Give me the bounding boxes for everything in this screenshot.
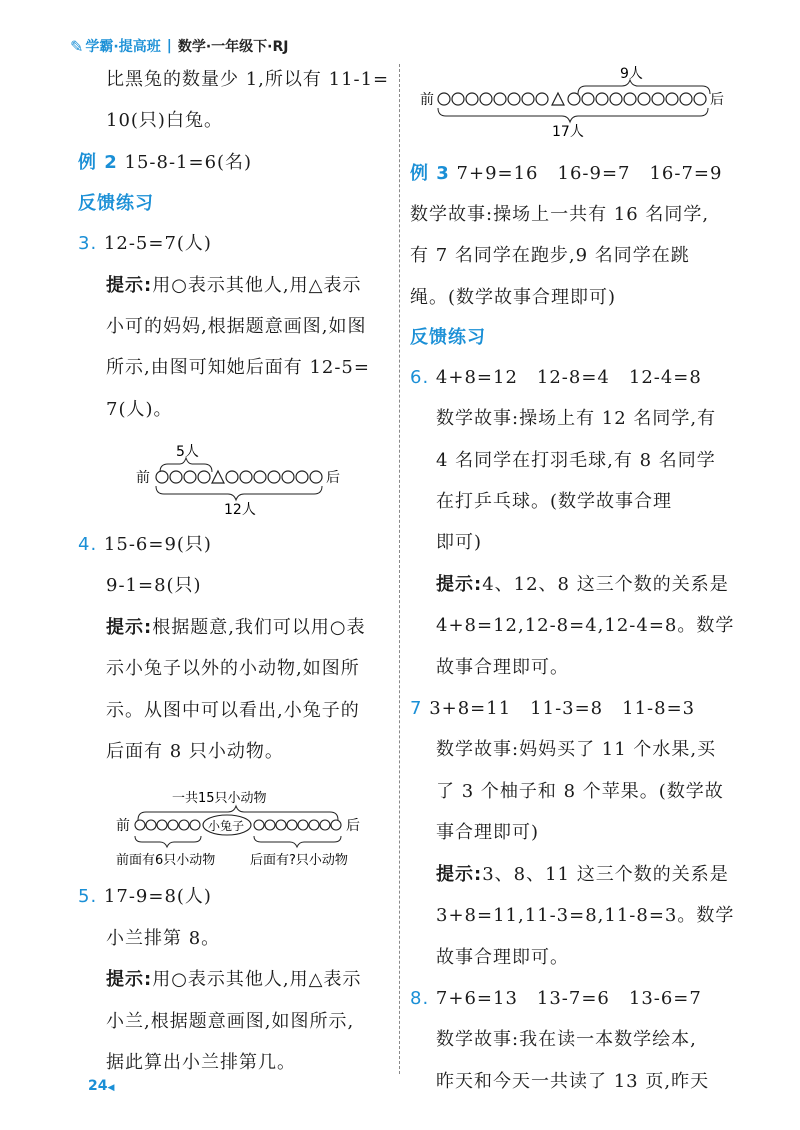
question-4 (78, 533, 212, 557)
diagram-bottom-label: 17人 (552, 124, 584, 140)
hint-line (436, 573, 729, 597)
person-circle (240, 471, 252, 483)
person-circle (680, 93, 692, 105)
story-line: 有 7 名同学在跑步,9 名同学在跳 (410, 245, 690, 266)
story-line: 数学故事:操场上一共有 16 名同学, (410, 204, 710, 225)
diagram-front-label: 前 (420, 92, 434, 108)
person-circle (508, 93, 520, 105)
header-subject: 数学·一年级下·RJ (177, 39, 289, 55)
question-number: 7 (410, 698, 423, 719)
animal-circle (265, 820, 275, 830)
example-label: 例 2 (78, 152, 118, 173)
hint-text: 用○表示其他人,用△表示 (152, 275, 362, 296)
brand-logo-icon: ✎ (70, 36, 84, 56)
person-circle (596, 93, 608, 105)
diagram-bottom-label: 12人 (224, 502, 256, 516)
text-line: 比黑兔的数量少 1,所以有 11-1= (106, 69, 390, 90)
question-7 (410, 697, 695, 721)
diagram-animals-15 (116, 786, 386, 872)
person-circle (638, 93, 650, 105)
question-answer: 4+8=12 12-8=4 12-4=8 (435, 367, 702, 388)
question-number: 4. (78, 534, 98, 555)
question-number: 3. (78, 233, 98, 254)
diagram-queue-12 (136, 440, 366, 520)
hint-line (106, 274, 361, 298)
diagram-queue-17 (420, 62, 730, 144)
hint-text: 4、12、8 这三个数的关系是 (482, 574, 729, 595)
person-circle (610, 93, 622, 105)
animal-circle (135, 820, 145, 830)
animal-circle (146, 820, 156, 830)
diagram-bottom-left-label: 前面有6只小动物 (116, 853, 216, 868)
question-answer: 17-9=8(人) (103, 886, 212, 907)
hint-line: 据此算出小兰排第几。 (106, 1052, 296, 1073)
animal-circle (157, 820, 167, 830)
brand-name: 学霸·提高班 (85, 39, 161, 55)
person-circle (184, 471, 196, 483)
page-arrow-icon: ◀ (107, 1083, 115, 1093)
question-8 (410, 987, 702, 1011)
story-line: 绳。(数学故事合理即可) (410, 287, 617, 308)
example-label: 例 3 (410, 163, 450, 184)
hint-line (436, 863, 729, 887)
animal-circle (276, 820, 286, 830)
person-circle (652, 93, 664, 105)
story-line: 事合理即可) (436, 822, 540, 843)
person-circle (310, 471, 322, 483)
question-number: 6. (410, 367, 430, 388)
top-brace (138, 806, 338, 820)
animal-circle (309, 820, 319, 830)
hint-line (106, 968, 361, 992)
person-circle (438, 93, 450, 105)
brand (70, 36, 161, 56)
person-circle (226, 471, 238, 483)
question-3 (78, 232, 212, 256)
question-answer: 12-5=7(人) (103, 233, 212, 254)
question-answer: 小兰排第 8。 (106, 928, 221, 949)
animal-circle (190, 820, 200, 830)
question-answer: 15-6=9(只) (103, 534, 212, 555)
question-answer: 9-1=8(只) (106, 575, 202, 596)
hint-line: 故事合理即可。 (436, 947, 569, 968)
hint-label: 提示: (436, 574, 483, 595)
story-line: 数学故事:我在读一本数学绘本, (436, 1029, 697, 1050)
page-header (70, 36, 289, 56)
person-circle (536, 93, 548, 105)
person-circle (156, 471, 168, 483)
question-answer: 7+6=13 13-7=6 13-6=7 (435, 988, 702, 1009)
hint-line: 小可的妈妈,根据题意画图,如图 (106, 316, 367, 337)
story-line: 数学故事:妈妈买了 11 个水果,买 (436, 739, 717, 760)
question-5 (78, 885, 212, 909)
person-circle (582, 93, 594, 105)
diagram-bottom-right-label: 后面有?只小动物 (250, 853, 348, 868)
person-circle (296, 471, 308, 483)
story-line: 了 3 个柚子和 8 个苹果。(数学故 (436, 781, 724, 802)
xiaolan-triangle (552, 93, 564, 105)
diagram-back-label: 后 (346, 818, 360, 834)
person-circle (198, 471, 210, 483)
person-circle (170, 471, 182, 483)
hint-line: 7(人)。 (106, 399, 173, 420)
bottom-brace (156, 486, 322, 500)
story-line: 数学故事:操场上有 12 名同学,有 (436, 408, 717, 429)
person-circle (466, 93, 478, 105)
question-number: 5. (78, 886, 98, 907)
example-3 (410, 162, 722, 186)
question-number: 8. (410, 988, 430, 1009)
person-circle (522, 93, 534, 105)
hint-text: 用○表示其他人,用△表示 (152, 969, 362, 990)
example-answer: 7+9=16 16-9=7 16-7=9 (456, 163, 723, 184)
hint-line: 故事合理即可。 (436, 657, 569, 678)
diagram-back-label: 后 (710, 92, 724, 108)
diagram-back-label: 后 (326, 470, 340, 486)
hint-text: 根据题意,我们可以用○表 (152, 617, 366, 638)
section-title-feedback: 反馈练习 (410, 327, 486, 348)
hint-line: 后面有 8 只小动物。 (106, 741, 284, 762)
header-separator: | (166, 38, 172, 54)
example-2 (78, 151, 252, 175)
text-line: 10(只)白兔。 (106, 110, 223, 131)
story-line: 在打乒乓球。(数学故事合理 (436, 491, 673, 512)
animal-circle (287, 820, 297, 830)
hint-line: 示小兔子以外的小动物,如图所 (106, 658, 360, 679)
animal-circle (168, 820, 178, 830)
bottom-brace (438, 108, 708, 122)
story-line: 即可) (436, 532, 483, 553)
animal-circle (298, 820, 308, 830)
question-answer: 3+8=11 11-3=8 11-8=3 (429, 698, 696, 719)
animal-circle (331, 820, 341, 830)
example-answer: 15-8-1=6(名) (124, 152, 253, 173)
person-circle (494, 93, 506, 105)
hint-line (106, 616, 366, 640)
person-circle (568, 93, 580, 105)
front-brace (135, 836, 201, 847)
rabbit-label: 小兔子 (208, 819, 245, 833)
diagram-front-label: 前 (136, 470, 150, 486)
animal-circle (320, 820, 330, 830)
animal-circle (179, 820, 189, 830)
hint-text: 3、8、11 这三个数的关系是 (482, 864, 729, 885)
person-circle (282, 471, 294, 483)
hint-label: 提示: (106, 969, 153, 990)
question-6 (410, 366, 702, 390)
hint-label: 提示: (106, 617, 153, 638)
hint-line: 示。从图中可以看出,小兔子的 (106, 700, 360, 721)
hint-line: 所示,由图可知她后面有 12-5= (106, 357, 370, 378)
person-circle (480, 93, 492, 105)
hint-line: 4+8=12,12-8=4,12-4=8。数学 (436, 615, 735, 636)
diagram-top-label: 5人 (176, 444, 199, 460)
hint-line: 3+8=11,11-3=8,11-8=3。数学 (436, 905, 735, 926)
page-number-text: 24 (88, 1078, 108, 1094)
top-brace (160, 458, 212, 472)
person-circle (452, 93, 464, 105)
person-circle (624, 93, 636, 105)
diagram-top-label: 一共15只小动物 (172, 791, 267, 806)
person-circle (268, 471, 280, 483)
diagram-top-label: 9人 (620, 66, 643, 82)
diagram-front-label: 前 (116, 818, 130, 834)
person-circle (254, 471, 266, 483)
hint-line: 小兰,根据题意画图,如图所示, (106, 1011, 355, 1032)
person-circle (694, 93, 706, 105)
column-divider (399, 64, 400, 1074)
back-brace (254, 836, 341, 847)
page-number (88, 1078, 114, 1094)
hint-label: 提示: (106, 275, 153, 296)
story-line: 4 名同学在打羽毛球,有 8 名同学 (436, 450, 716, 471)
animal-circle (254, 820, 264, 830)
section-title-feedback: 反馈练习 (78, 193, 154, 214)
person-circle (666, 93, 678, 105)
top-brace (578, 80, 710, 94)
mother-triangle (212, 471, 224, 483)
hint-label: 提示: (436, 864, 483, 885)
story-line: 昨天和今天一共读了 13 页,昨天 (436, 1071, 710, 1092)
